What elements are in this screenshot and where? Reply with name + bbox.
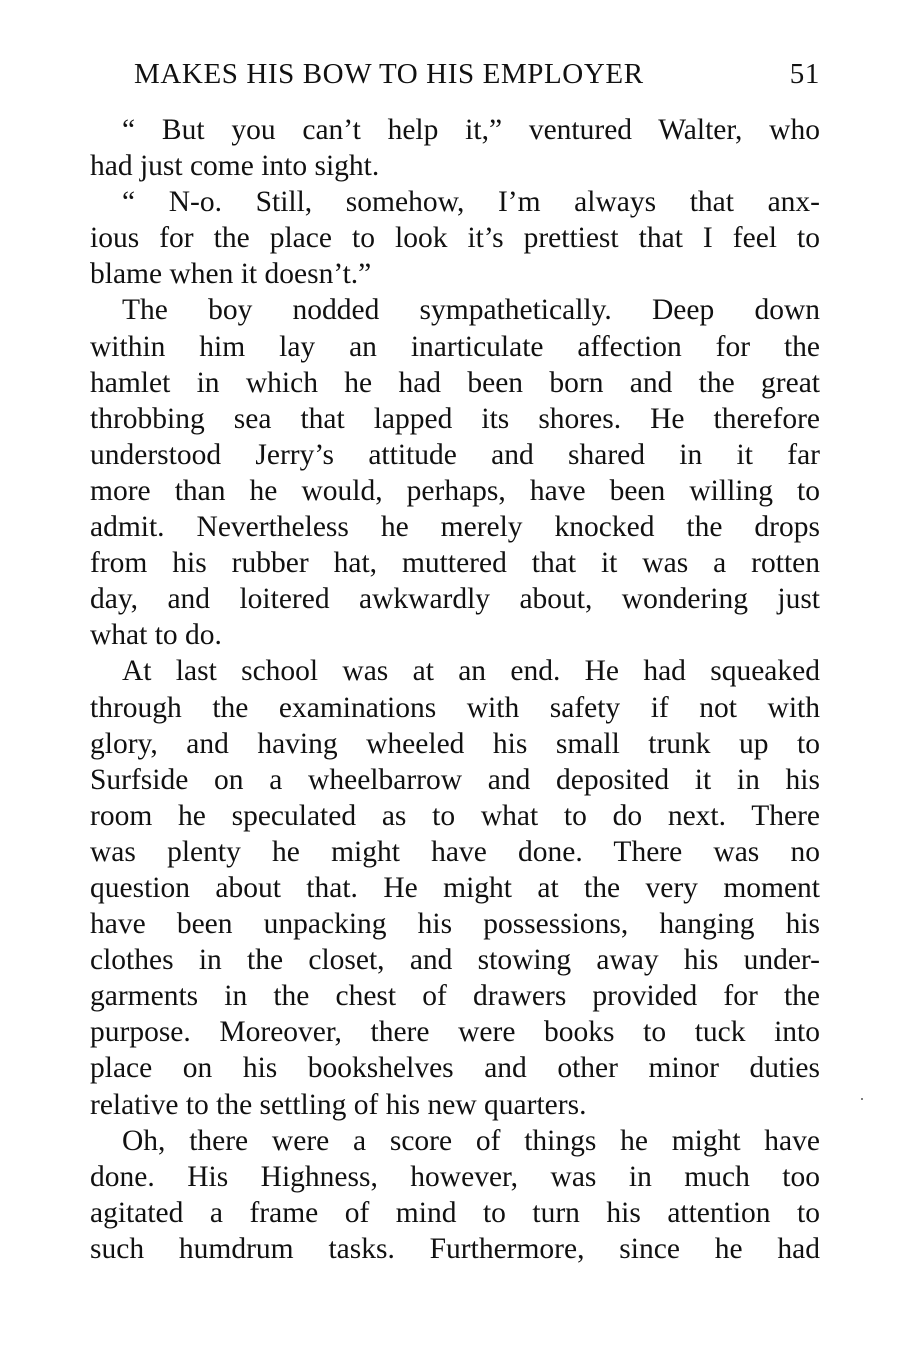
text-line: relative to the settling of his new quarters. [90,1088,587,1121]
text-line: ious for the place to look it’s prettiest that I feel to [90,222,820,255]
text-line: what to do. [90,619,222,652]
text-line: agitated a frame of mind to turn his attention to [90,1196,820,1229]
text-line: clothes in the closet, and stowing away his under- [90,944,820,977]
text-line: garments in the chest of drawers provided for the [90,980,820,1013]
text-line: admit. Nevertheless he merely knocked the drops [90,511,820,544]
text-line: place on his bookshelves and other minor duties [90,1052,820,1085]
text-line: Surfside on a wheelbarrow and deposited it in his [90,763,820,796]
text-line: At last school was at an end. He had squeaked [122,655,820,688]
text-line: room he speculated as to what to do next. There [90,799,820,832]
text-line: hamlet in which he had been born and the great [90,366,820,399]
text-line: blame when it doesn’t.” [90,258,372,291]
text-line: was plenty he might have done. There was no [90,835,820,868]
text-line: question about that. He might at the very moment [90,871,820,904]
text-line: The boy nodded sympathetically. Deep down [122,294,820,327]
text-line: Oh, there were a score of things he might have [122,1124,820,1157]
text-line: understood Jerry’s attitude and shared in it far [90,438,820,471]
text-line: more than he would, perhaps, have been willing to [90,474,820,507]
text-line: from his rubber hat, muttered that it was a rotten [90,547,820,580]
text-line: within him lay an inarticulate affection for the [90,330,820,363]
text-line: day, and loitered awkwardly about, wondering just [90,583,820,616]
ink-speck [861,1098,863,1100]
text-line: throbbing sea that lapped its shores. He therefore [90,402,820,435]
text-line: “ N-o. Still, somehow, I’m always that anx- [122,186,820,219]
page-number: 51 [789,58,820,90]
running-head [134,58,824,98]
text-line: have been unpacking his possessions, hanging his [90,908,820,941]
text-line: glory, and having wheeled his small trunk up to [90,727,820,760]
text-line: had just come into sight. [90,150,380,183]
text-line: purpose. Moreover, there were books to tuck into [90,1016,820,1049]
text-line: “ But you can’t help it,” ventured Walter, who [122,114,820,146]
body-text [90,112,820,1267]
running-head-title: MAKES HIS BOW TO HIS EMPLOYER [134,58,644,90]
text-line: through the examinations with safety if not with [90,691,820,724]
text-line: such humdrum tasks. Furthermore, since he had [90,1232,820,1265]
text-line: done. His Highness, however, was in much too [90,1160,820,1193]
